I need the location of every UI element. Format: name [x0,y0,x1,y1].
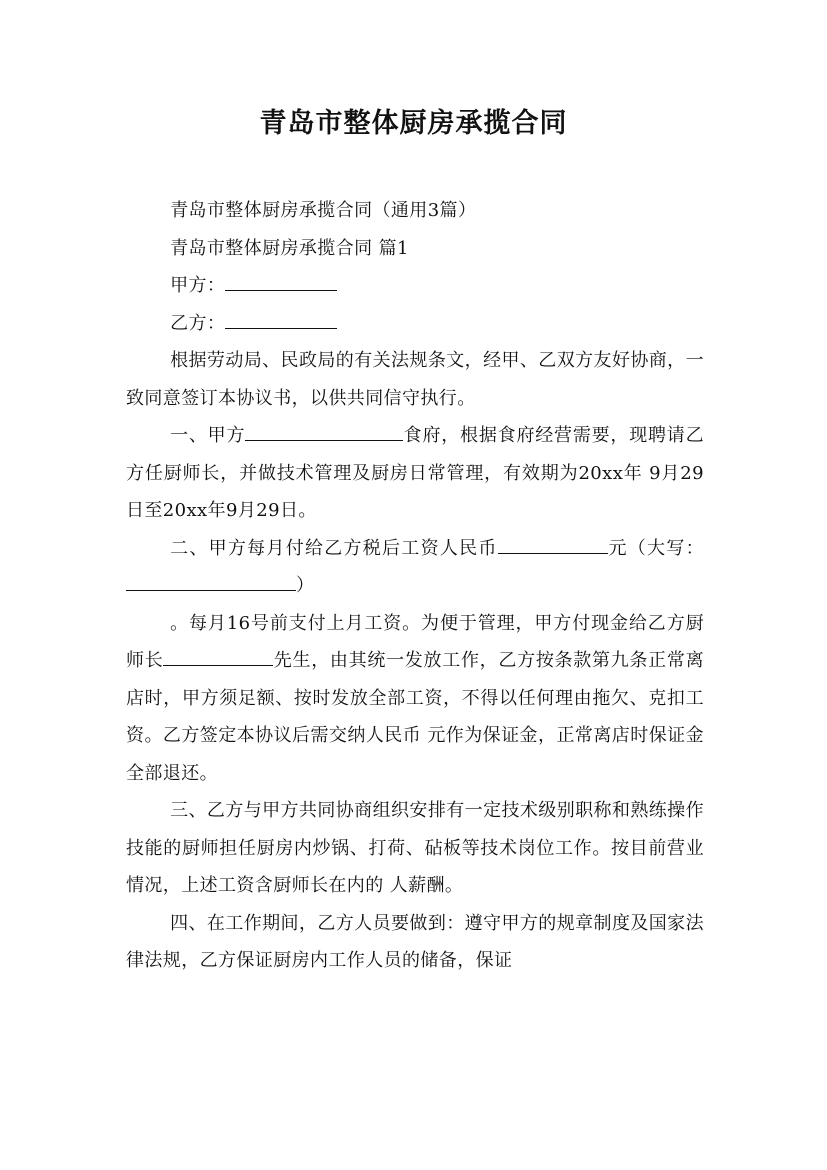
clause-2-continued [126,605,704,793]
chapter-heading [126,230,704,268]
party-b-line [126,305,704,343]
subtitle [126,192,704,230]
clause-3-text: 三、乙方与甲方共同协商组织安排有一定技术级别职称和熟练操作技能的厨师担任厨房内炒锅、打荷、砧板等技术岗位工作。按目前营业情况，上述工资含厨师长在内的 人薪酬。 [126,800,704,896]
intro-text: 根据劳动局、民政局的有关法规条文，经甲、乙双方友好协商，一致同意签订本协议书，以供共同信守执行。 [126,350,704,409]
clause-3 [126,792,704,905]
party-a-label: 甲方： [170,275,226,296]
clause-2 [126,530,704,605]
clause-2-cont-text: 先生，由其统一发放工作，乙方按条款第九条正常离店时，甲方须足额、按时发放全部工资，不得以任何理由拖欠、克扣工资。乙方签定本协议后需交纳人民币 元作为保证金，正常离店时保证金全部退还。 [126,650,704,784]
salary-uppercase-blank [126,571,296,591]
subtitle-text: 青岛市整体厨房承揽合同（通用3篇） [170,200,477,221]
clause-1-text: 食府，根据食府经营需要，现聘请乙方任厨师长，并做技术管理及厨房日常管理，有效期为20xx年 9月29日至20xx年9月29日。 [126,425,704,521]
party-a-blank [225,271,337,291]
clause-2-middle: 元（大写： [607,537,704,559]
chef-name-blank [163,646,273,666]
chapter-heading-text: 青岛市整体厨房承揽合同 篇1 [170,237,409,259]
party-a-line [126,267,704,305]
party-b-label: 乙方： [170,312,226,334]
document-body [126,192,704,980]
clause-2-suffix: ） [296,575,315,596]
party-b-blank [225,309,337,329]
clause-1-prefix: 一、甲方 [170,425,246,446]
intro-paragraph [126,342,704,417]
clause-2-cont-prefix: 。每月16号前支付上月工资。为便于管理，甲方付现金给乙方厨师长 [126,612,704,671]
clause-1 [126,417,704,530]
clause-4-text: 四、在工作期间，乙方人员要做到：遵守甲方的规章制度及国家法律法规，乙方保证厨房内工作人员的储备，保证 [126,912,704,971]
document-title: 青岛市整体厨房承揽合同 [259,108,568,139]
salary-amount-blank [498,534,608,554]
restaurant-name-blank [245,421,403,441]
clause-4 [126,905,704,980]
clause-2-prefix: 二、甲方每月付给乙方税后工资人民币 [170,537,498,559]
